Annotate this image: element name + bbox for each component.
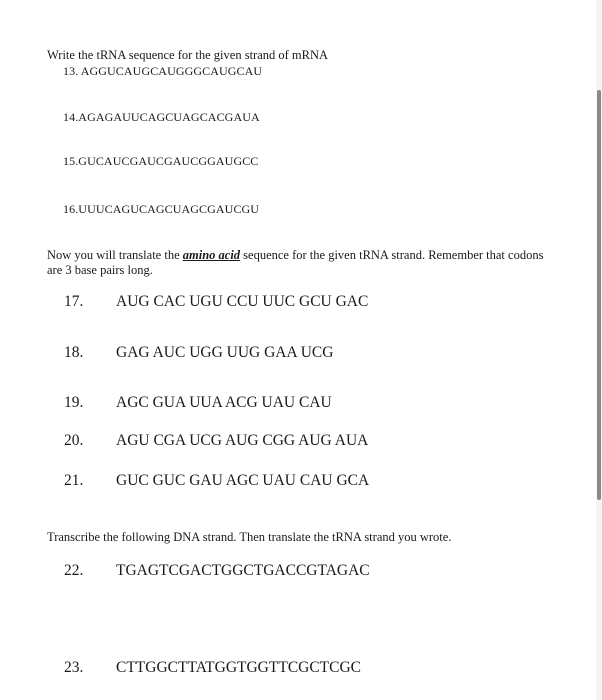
dna-sequence: TGAGTCGACTGGCTGACCGTAGAC xyxy=(116,562,370,579)
question-18 xyxy=(64,344,333,362)
question-number: 19. xyxy=(64,394,84,411)
section2-instructions xyxy=(47,248,547,278)
question-number: 17. xyxy=(64,293,84,310)
codon-sequence: AGU CGA UCG AUG CGG AUG AUA xyxy=(116,432,369,449)
question-13: 13. AGGUCAUGCAUGGGCAUGCAU xyxy=(63,64,263,78)
question-number: 22. xyxy=(64,562,84,579)
question-19 xyxy=(64,394,332,412)
codon-sequence: AGC GUA UUA ACG UAU CAU xyxy=(116,394,332,411)
question-20 xyxy=(64,432,368,450)
question-17 xyxy=(64,293,368,311)
section2-emphasis: amino acid xyxy=(182,248,241,262)
scrollbar-thumb[interactable] xyxy=(597,90,601,500)
question-number: 20. xyxy=(64,432,84,449)
scrollbar-track[interactable] xyxy=(596,0,602,700)
question-number: 18. xyxy=(64,344,84,361)
question-15: 15.GUCAUCGAUCGAUCGGAUGCC xyxy=(63,154,259,168)
question-16: 16.UUUCAGUCAGCUAGCGAUCGU xyxy=(63,202,260,216)
codon-sequence: AUG CAC UGU CCU UUC GCU GAC xyxy=(116,293,369,310)
section3-heading: Transcribe the following DNA strand. Then translate the tRNA strand you wrote. xyxy=(47,530,452,544)
section1-heading: Write the tRNA sequence for the given strand of mRNA xyxy=(47,48,329,62)
question-14: 14.AGAGAUUCAGCUAGCACGAUA xyxy=(63,110,260,124)
question-number: 23. xyxy=(64,659,84,676)
dna-sequence: CTTGGCTTATGGTGGTTCGCTCGC xyxy=(116,659,362,676)
question-number: 21. xyxy=(64,472,84,489)
question-21 xyxy=(64,472,369,490)
question-23 xyxy=(64,659,361,677)
codon-sequence: GUC GUC GAU AGC UAU CAU GCA xyxy=(116,472,370,489)
section2-text-before: Now you will translate the xyxy=(47,248,183,262)
question-22 xyxy=(64,562,370,580)
codon-sequence: GAG AUC UGG UUG GAA UCG xyxy=(116,344,334,361)
section2-text-after: sequence for the given tRNA strand. Remember that codons are 3 base pairs long. xyxy=(47,248,544,277)
